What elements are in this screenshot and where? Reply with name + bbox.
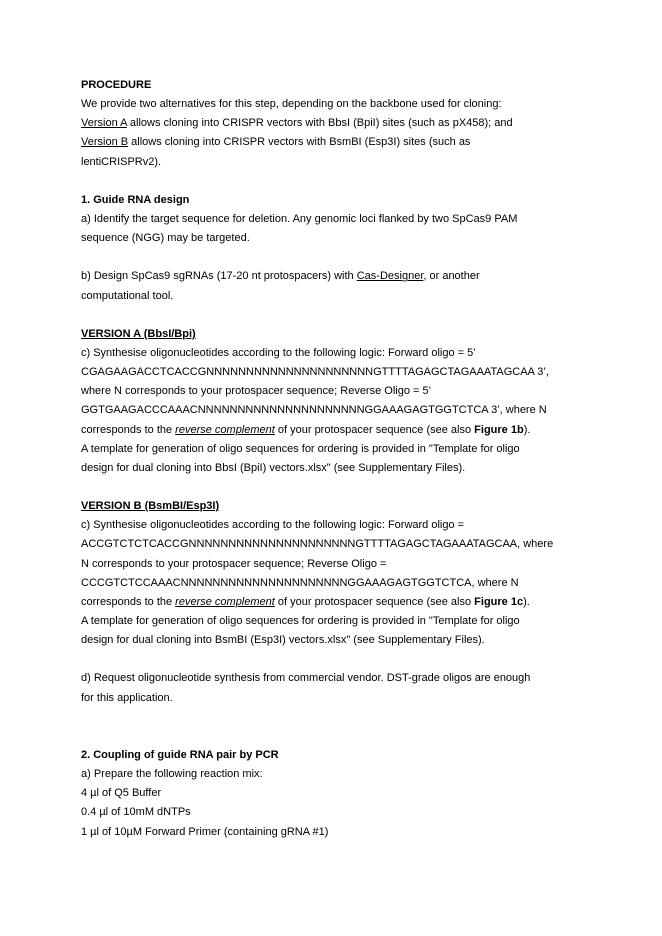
version-a-text: where N corresponds to your protospacer sequence; Reverse Oligo = 5’: [81, 385, 432, 398]
procedure-intro: Version A allows cloning into CRISPR vectors with BbsI (BpiI) sites (such as pX458); and: [81, 117, 513, 130]
reaction-mix-item: 1 µl of 10µM Forward Primer (containing gRNA #1): [81, 825, 329, 838]
procedure-intro: We provide two alternatives for this step, depending on the backbone used for cloning:: [81, 98, 502, 111]
version-a-text: CGAGAAGACCTCACCGNNNNNNNNNNNNNNNNNNNNNGTTTTAGAGCTAGAAATAGCAA 3’,: [81, 366, 549, 379]
version-b-text: N corresponds to your protospacer sequence; Reverse Oligo =: [81, 557, 387, 570]
step-d-text: d) Request oligonucleotide synthesis from commercial vendor. DST-grade oligos are enough: [81, 672, 531, 685]
procedure-heading: PROCEDURE: [81, 79, 152, 91]
procedure-intro: Version B allows cloning into CRISPR vectors with BsmBI (Esp3I) sites (such as: [81, 136, 471, 149]
version-b-text: A template for generation of oligo sequences for ordering is provided in "Template for oligo: [81, 614, 520, 627]
section1-text: sequence (NGG) may be targeted.: [81, 232, 250, 245]
section2-text: a) Prepare the following reaction mix:: [81, 768, 263, 781]
version-b-text: design for dual cloning into BsmBI (Esp3I) vectors.xlsx" (see Supplementary Files).: [81, 634, 485, 647]
version-b-text: CCCGTCTCCAAACNNNNNNNNNNNNNNNNNNNNNGGAAAGAGTGGTCTCA, where N: [81, 576, 519, 589]
version-a-text: design for dual cloning into BbsI (BpiI) vectors.xlsx" (see Supplementary Files).: [81, 461, 466, 474]
procedure-intro: lentiCRISPRv2).: [81, 155, 162, 168]
section1-text: b) Design SpCas9 sgRNAs (17-20 nt protospacers) with Cas-Designer, or another: [81, 270, 480, 283]
version-b-link[interactable]: Version B: [81, 136, 129, 149]
version-a-link[interactable]: Version A: [81, 117, 127, 130]
section1-text: a) Identify the target sequence for deletion. Any genomic loci flanked by two SpCas9 PAM: [81, 212, 518, 225]
section2-heading: 2. Coupling of guide RNA pair by PCR: [81, 748, 279, 761]
version-a-text: GGTGAAGACCCAAACNNNNNNNNNNNNNNNNNNNNNGGAAAGAGTGGTCTCA 3’, where N: [81, 404, 547, 417]
reaction-mix-item: 4 µl of Q5 Buffer: [81, 787, 162, 800]
version-b-heading: VERSION B (BsmBI/Esp3I): [81, 500, 220, 513]
cas-designer-link[interactable]: Cas-Designer: [356, 270, 424, 283]
version-b-text: c) Synthesise oligonucleotides according to the following logic: Forward oligo =: [81, 519, 465, 532]
section1-heading: 1. Guide RNA design: [81, 193, 190, 206]
document-content: [81, 76, 589, 842]
version-a-text: A template for generation of oligo sequences for ordering is provided in "Template for oligo: [81, 442, 520, 455]
version-a-text: corresponds to the reverse complement of your protospacer sequence (see also Figure 1b).: [81, 423, 531, 436]
version-a-text: c) Synthesise oligonucleotides according to the following logic: Forward oligo = 5’: [81, 346, 476, 359]
version-a-heading: VERSION A (BbsI/Bpi): [81, 327, 196, 340]
reaction-mix-item: 0.4 µl of 10mM dNTPs: [81, 806, 191, 819]
section1-text: computational tool.: [81, 289, 174, 302]
version-b-text: corresponds to the reverse complement of your protospacer sequence (see also Figure 1c).: [81, 595, 530, 608]
step-d-text: for this application.: [81, 691, 173, 704]
version-b-text: ACCGTCTCTCACCGNNNNNNNNNNNNNNNNNNNNNGTTTTAGAGCTAGAAATAGCAA, where: [81, 538, 554, 551]
